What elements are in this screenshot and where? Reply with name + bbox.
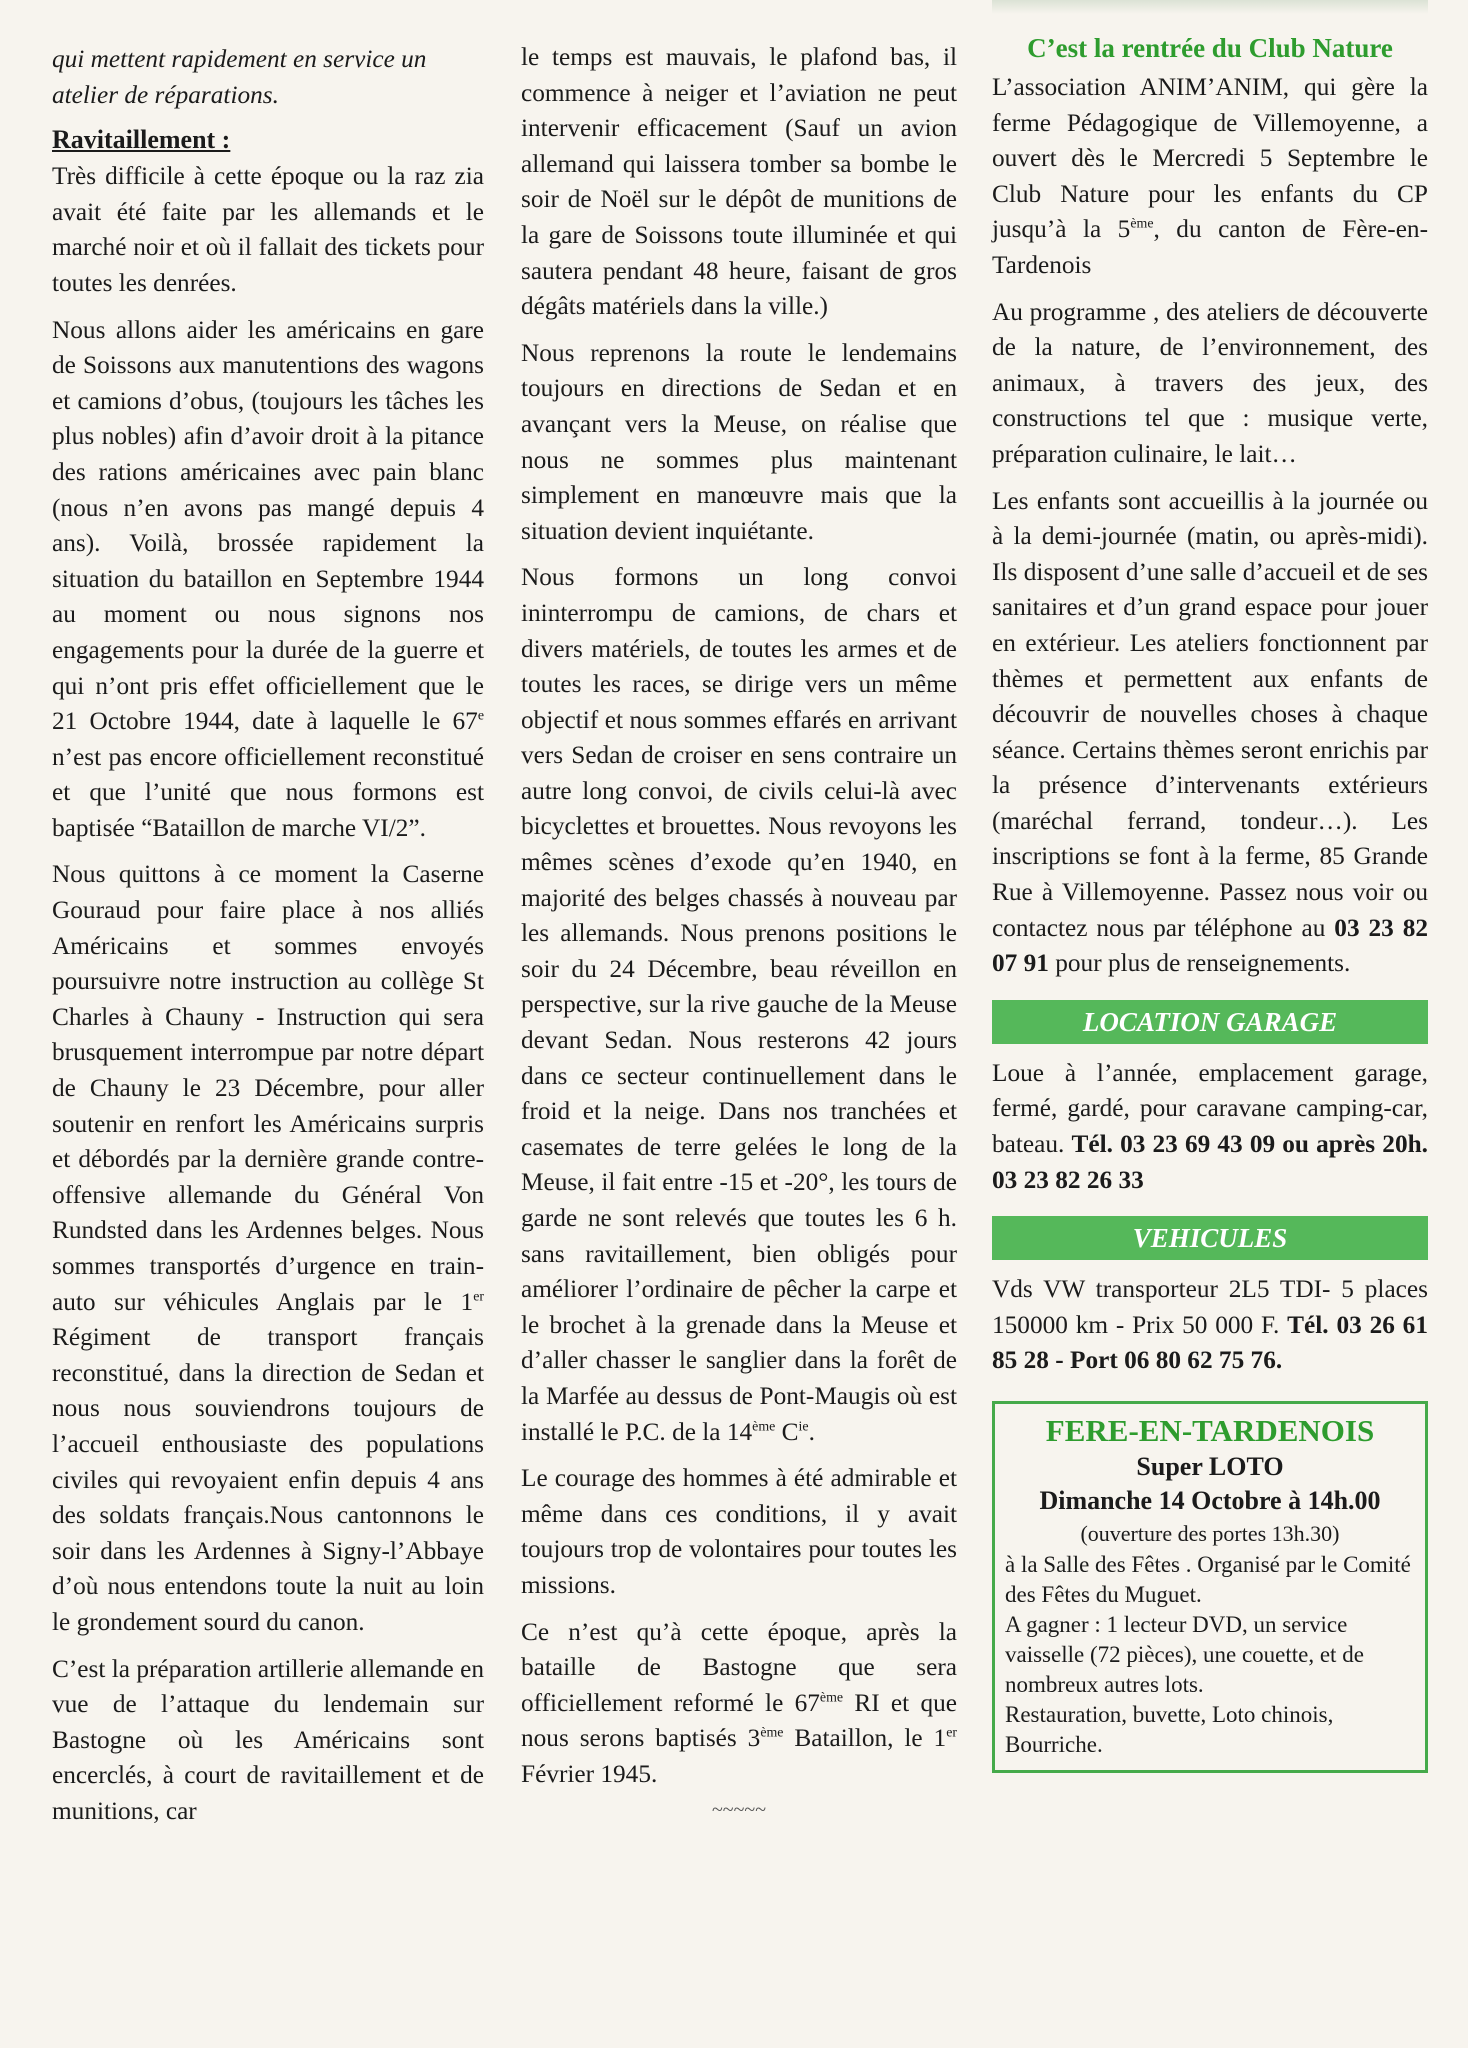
end-mark: ~~~~~ bbox=[711, 1798, 767, 1821]
location-garage-banner: LOCATION GARAGE bbox=[992, 1000, 1428, 1044]
paragraph: Le courage des hommes à été admirable et même dans ces conditions, il y avait toujours trop de volontaires pour toutes les missions. bbox=[521, 1464, 957, 1599]
paragraph: Ce n’est qu’à cette époque, après la bataille de Bastogne que sera officiellement reformé le 67ème RI et que nous serons baptisés 3ème Bataillon, le 1er Février 1945. bbox=[521, 1617, 957, 1788]
paragraph: Très difficile à cette époque ou la raz zia avait été faite par les allemands et le marché noir et où il fallait des tickets pour toutes les denrées. bbox=[52, 162, 484, 297]
club-nature-title: C’est la rentrée du Club Nature bbox=[1027, 33, 1393, 63]
loto-box bbox=[992, 1401, 1428, 1773]
loto-subtitle: Super LOTO bbox=[1136, 1452, 1284, 1481]
paragraph: L’association ANIM’ANIM, qui gère la ferme Pédagogique de Villemoyenne, a ouvert dès le Mercredi 5 Septembre le Club Nature pour les enfants du CP jusqu’à la 5ème, du canton de Fère-en-Tardenois bbox=[992, 73, 1428, 279]
paragraph: Nous reprenons la route le lendemains toujours en directions de Sedan et en avançant vers la Meuse, on réalise que nous ne sommes plus maintenant simplement en manœuvre mais que la situation devient inquiétante. bbox=[521, 338, 957, 545]
loto-title: FERE-EN-TARDENOIS bbox=[1045, 1413, 1375, 1448]
lead-text: qui mettent rapidement en service un atelier de réparations. bbox=[52, 45, 427, 109]
loto-line: Restauration, buvette, Loto chinois, Bourriche. bbox=[1005, 1702, 1334, 1757]
club-phone: 03 23 82 07 91 bbox=[992, 913, 1428, 978]
column-left bbox=[52, 42, 484, 1830]
loto-line: à la Salle des Fêtes . Organisé par le Comité des Fêtes du Muguet. bbox=[1005, 1552, 1411, 1607]
paragraph: Les enfants sont accueillis à la journée ou à la demi-journée (matin, ou après-midi). Ils disposent d’une salle d’accueil et de ses sanitaires et d’un grand espace pour jouer en extérieur. Les ateliers fonctionnent par thèmes et permettent aux enfants de découvrir de nouvelles choses à chaque séance. Certains thèmes seront enrichis par la présence d’intervenants extérieurs (maréchal ferrand, tondeur…). Les inscriptions se font à la ferme, 85 Grande Rue à Villemoyenne. Passez nous voir ou contactez nous par téléphone au 03 23 82 07 91 pour plus de renseignements. bbox=[992, 486, 1428, 978]
paragraph: le temps est mauvais, le plafond bas, il commence à neiger et l’aviation ne peut intervenir efficacement (Sauf un avion allemand qui laissera tomber sa bombe le soir de Noël sur le dépôt de munitions de la gare de Soissons toute illuminée et qui sautera pendant 48 heure, faisant de gros dégâts matériels dans la ville.) bbox=[521, 43, 957, 321]
garage-ad: Loue à l’année, emplacement garage, fermé, gardé, pour caravane camping-car, bateau. Tél. 03 23 69 43 09 ou après 20h. 03 23 82 26 33 bbox=[992, 1058, 1428, 1194]
loto-date: Dimanche 14 Octobre à 14h.00 bbox=[1039, 1486, 1381, 1515]
column-middle bbox=[521, 40, 957, 1822]
vehicules-banner: VEHICULES bbox=[992, 1216, 1428, 1260]
paragraph: Nous formons un long convoi ininterrompu de camions, de chars et divers matériels, de toutes les armes et de toutes les races, se dirige vers un même objectif et nous sommes effarés en arrivant vers Sedan de croiser en sens contraire un autre long convoi, de civils celui-là avec bicyclettes et brouettes. Nous revoyons les mêmes scènes d’exode qu’en 1940, en majorité des belges chassés à nouveau par les allemands. Nous prenons positions le soir du 24 Décembre, beau réveillon en perspective, sur la rive gauche de la Meuse devant Sedan. Nous resterons 42 jours dans ce secteur continuellement dans le froid et la neige. Dans nos tranchées et casemates de terre gelées le long de la Meuse, il fait entre -15 et -20°, les tours de garde ne sont relevés que toutes les 6 h. sans ravitaillement, bien obligés pour améliorer l’ordinaire de pêcher la carpe et le brochet à la grenade dans la Meuse et d’aller chasser le sanglier dans la forêt de la Marfée au dessus de Pont-Maugis où est installé le P.C. de la 14ème $C^{ie}$. bbox=[521, 563, 957, 1446]
vehicules-phone: Tél. 03 26 61 85 28 - Port 06 80 62 75 76. bbox=[992, 1310, 1428, 1375]
loto-line: A gagner : 1 lecteur DVD, un service vaisselle (72 pièces), une couette, et de nombreux autres lots. bbox=[1005, 1612, 1364, 1697]
vehicules-ad: Vds VW transporteur 2L5 TDI- 5 places 150000 km - Prix 50 000 F. Tél. 03 26 61 85 28 - Port 06 80 62 75 76. bbox=[992, 1275, 1428, 1375]
paragraph: Nous quittons à ce moment la Caserne Gouraud pour faire place à nos alliés Américains et sommes envoyés poursuivre notre instruction au collège St Charles à Chauny - Instruction qui sera brusquement interrompue par notre départ de Chauny le 23 Décembre, pour aller soutenir en renfort les Américains surpris et débordés par la dernière grande contre-offensive allemande du Général Von Rundsted dans les Ardennes belges. Nous sommes transportés d’urgence en train-auto sur véhicules Anglais par le 1er Régiment de transport français reconstitué, dans la direction de Sedan et nous nous souviendrons toujours de l’accueil enthousiaste des populations civiles qui revoyaient enfin depuis 4 ans des soldats français.Nous cantonnons le soir dans les Ardennes à Signy-l’Abbaye d’où nous entendons toute la nuit au loin le grondement sourd du canon. bbox=[52, 860, 484, 1636]
paragraph: Au programme , des ateliers de découverte de la nature, de l’environnement, des animaux, à travers des jeux, des constructions tel que : musique verte, préparation culinaire, le lait… bbox=[992, 297, 1428, 468]
paragraph: C’est la préparation artillerie allemande en vue de l’attaque du lendemain sur Bastogne où les Américains sont encerclés, à court de ravitaillement et de munitions, car bbox=[52, 1654, 484, 1825]
garage-phone: Tél. 03 23 69 43 09 ou après 20h. 03 23 82 26 33 bbox=[992, 1130, 1428, 1194]
masthead-remnant bbox=[992, 0, 1428, 14]
paragraph: Nous allons aider les américains en gare de Soissons aux manutentions des wagons et camions d’obus, (toujours les tâches les plus nobles) afin d’avoir droit à la pitance des rations américaines avec pain blanc (nous n’en avons pas mangé depuis 4 ans). Voilà, brossée rapidement la situation du bataillon en Septembre 1944 au moment ou nous signons nos engagements pour la durée de la guerre et qui n’ont pris effet officiellement que le 21 Octobre 1944, date à laquelle le 67e n’est pas encore officiellement reconstitué et que l’unité que nous formons est baptisée “Bataillon de marche VI/2”. bbox=[52, 315, 484, 842]
loto-doors: (ouverture des portes 13h.30) bbox=[1080, 1521, 1340, 1546]
column-right bbox=[992, 30, 1428, 1773]
section-title-ravitaillement: Ravitaillement : bbox=[52, 125, 231, 155]
